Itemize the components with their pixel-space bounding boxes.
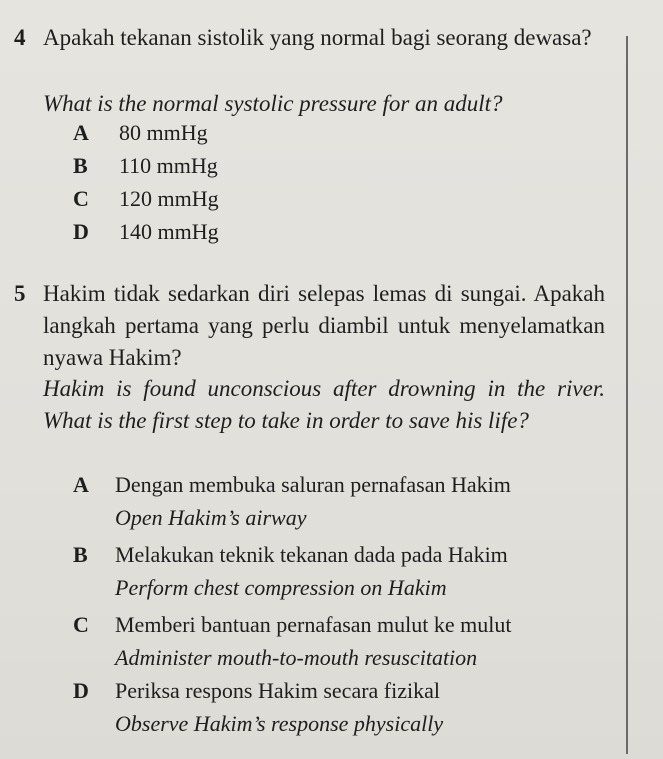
option-text-malay: Melakukan teknik tekanan dada pada Hakim — [115, 542, 508, 567]
option-letter: C — [73, 186, 89, 211]
option-text-english: Perform chest compression on Hakim — [115, 575, 447, 600]
option-text-english: Open Hakim’s airway — [115, 505, 307, 530]
margin-line — [626, 36, 628, 754]
option-letter: C — [73, 612, 89, 637]
question-number: 4 — [14, 25, 26, 50]
option-text: 140 mmHg — [119, 219, 219, 244]
option-text: 110 mmHg — [119, 153, 218, 178]
option-letter: A — [73, 472, 89, 497]
question-stem-english: What is the normal systolic pressure for an adult? — [43, 91, 503, 116]
option-letter: B — [73, 542, 88, 567]
option-text-malay: Memberi bantuan pernafasan mulut ke mulut — [115, 612, 512, 637]
option-text-malay: Dengan membuka saluran pernafasan Hakim — [115, 472, 511, 497]
option-text-malay: Periksa respons Hakim secara fizikal — [115, 678, 440, 703]
option-letter: B — [73, 153, 88, 178]
option-text: 120 mmHg — [119, 186, 219, 211]
option-text-english: Observe Hakim’s response physically — [115, 711, 444, 736]
question-stem-malay: Apakah tekanan sistolik yang normal bagi seorang dewasa? — [43, 25, 592, 50]
question-stem-malay: Hakim tidak sedarkan diri selepas lemas di sungai. Apakah langkah pertama yang perlu diambil untuk menyelamatkan nyawa Hakim? — [43, 281, 605, 370]
option-text: 80 mmHg — [119, 120, 208, 145]
option-letter: D — [73, 219, 89, 244]
option-letter: D — [73, 678, 89, 703]
option-letter: A — [73, 120, 89, 145]
question-number: 5 — [14, 281, 26, 306]
option-text-english: Administer mouth-to-mouth resuscitation — [115, 645, 478, 670]
question-stem-english: Hakim is found unconscious after drowning in the river. What is the first step to take in order to save his life? — [43, 376, 605, 433]
